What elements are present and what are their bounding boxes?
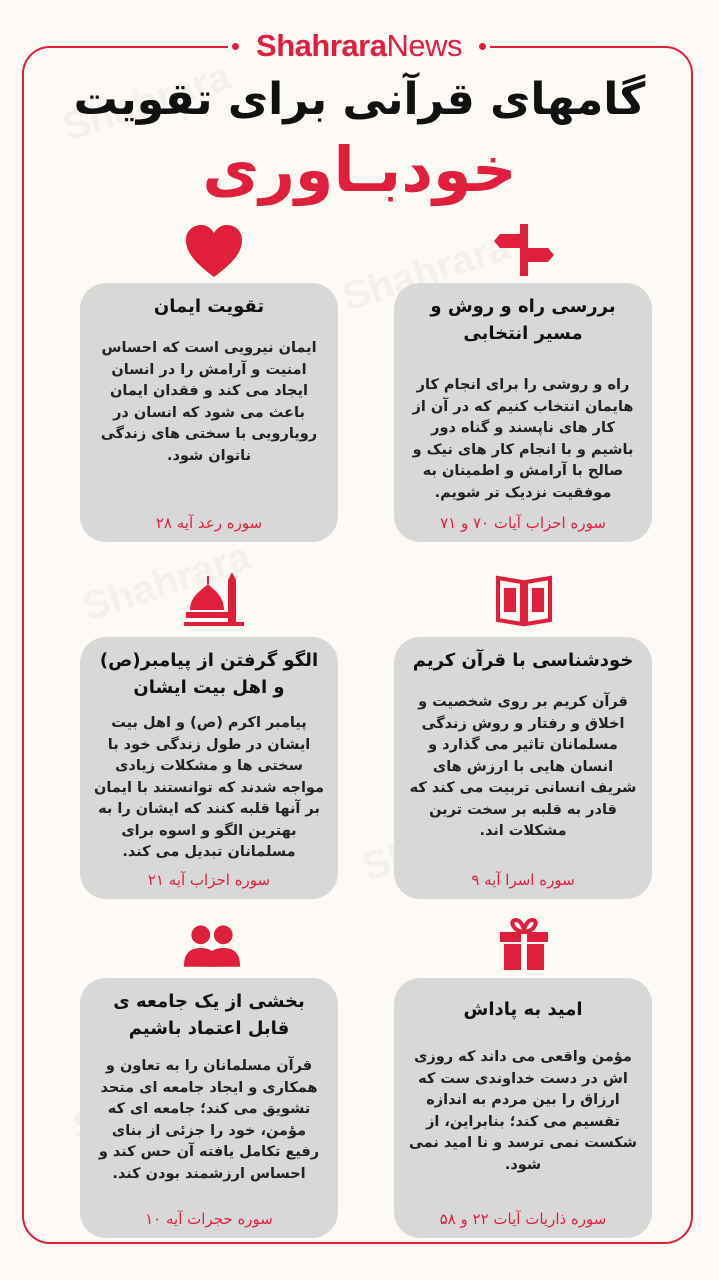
card-path-review [394, 283, 652, 542]
card-reference: سوره حجرات آیه ۱۰ [145, 1210, 273, 1228]
card-reference: سوره ذاریات آیات ۲۲ و ۵۸ [439, 1210, 607, 1228]
card-faith [80, 283, 338, 542]
heart-icon [184, 222, 244, 282]
page-title: گامهای قرآنی برای تقویت [73, 74, 646, 125]
card-title: امید به پاداش [463, 999, 583, 1020]
brand-name-light: News [386, 28, 462, 63]
logo-dot [479, 43, 486, 50]
community-icon [182, 918, 242, 978]
card-body: قرآن کریم بر روی شخصیت و اخلاق و رفتار و روش زندگی مسلمانان تاثیر می گذارد و انسان هایی با ارزش های شریف انسانی تربیت می کند که قادر به قلبه بر سخت ترین مشکلات اند. [409, 694, 637, 839]
card-reference: سوره احزاب آیه ۲۱ [147, 871, 271, 889]
mosque-icon [184, 570, 244, 630]
card-body: پیامبر اکرم (ص) و اهل بیت ایشان در طول زندگی خود با سختی ها و مشکلات زیادی مواجه شدند که توانستند با ایمان بر آنها قلبه کنند که ایشان را به بهترین الگو و اسوه برای مسلمانان تبدیل می کند. [94, 715, 324, 860]
page-title-highlight: خودبـاوری [202, 133, 517, 206]
logo-dot [232, 43, 239, 50]
card-body: قرآن مسلمانان را به تعاون و همکاری و ایجاد جامعه ای متحد تشویق می کند؛ جامعه ای که مؤمن، خود را جزئی از بنای رفیع تکامل یافته آن حس کند و احساس ارزشمند بودن کند. [98, 1058, 320, 1182]
brand-name-bold: Shahrara [256, 28, 387, 63]
gift-icon [494, 914, 554, 974]
card-title: خودشناسی با قرآن کریم [412, 650, 634, 671]
card-body: مؤمن واقعی می داند که روزی اش در دست خداوندی ست که ارزاق را بین مردم به اندازه تقسیم می کند؛ بنابراین، از شکست نمی ترسد و نا امید نمی شود. [409, 1049, 637, 1173]
card-title: تقویت ایمان [153, 296, 265, 317]
card-body: راه و روشی را برای انجام کار هایمان انتخاب کنیم که در آن از کار های ناپسند و گناه دور باشیم و با انجام کار های نیک و صالح با آرامش و اطمینان به موفقیت نزدیک تر شویم. [412, 377, 634, 501]
quran-book-icon [494, 570, 554, 630]
card-body: ایمان نیرویی است که احساس امنیت و آرامش را در انسان ایجاد می کند و فقدان ایمان باعث می شود که انسان در رویارویی با سختی های زندگی ناتوان شود. [100, 340, 318, 464]
card-title: الگو گرفتن از پیامبر(ص) و اهل بیت ایشان [99, 650, 319, 698]
card-reference: سوره اسرا آیه ۹ [471, 871, 575, 889]
signpost-icon [494, 220, 554, 280]
card-reward-hope [394, 978, 652, 1238]
card-title: بررسی راه و روش و مسیر انتخابی [430, 296, 616, 344]
brand-logo [228, 26, 490, 66]
card-reference: سوره رعد آیه ۲۸ [155, 514, 263, 532]
card-reference: سوره احزاب آیات ۷۰ و ۷۱ [440, 514, 606, 532]
card-self-knowledge [394, 637, 652, 899]
card-prophet-model [80, 637, 338, 899]
card-community [80, 978, 338, 1238]
card-title: بخشی از یک جامعه ی قابل اعتماد باشیم [113, 991, 305, 1039]
